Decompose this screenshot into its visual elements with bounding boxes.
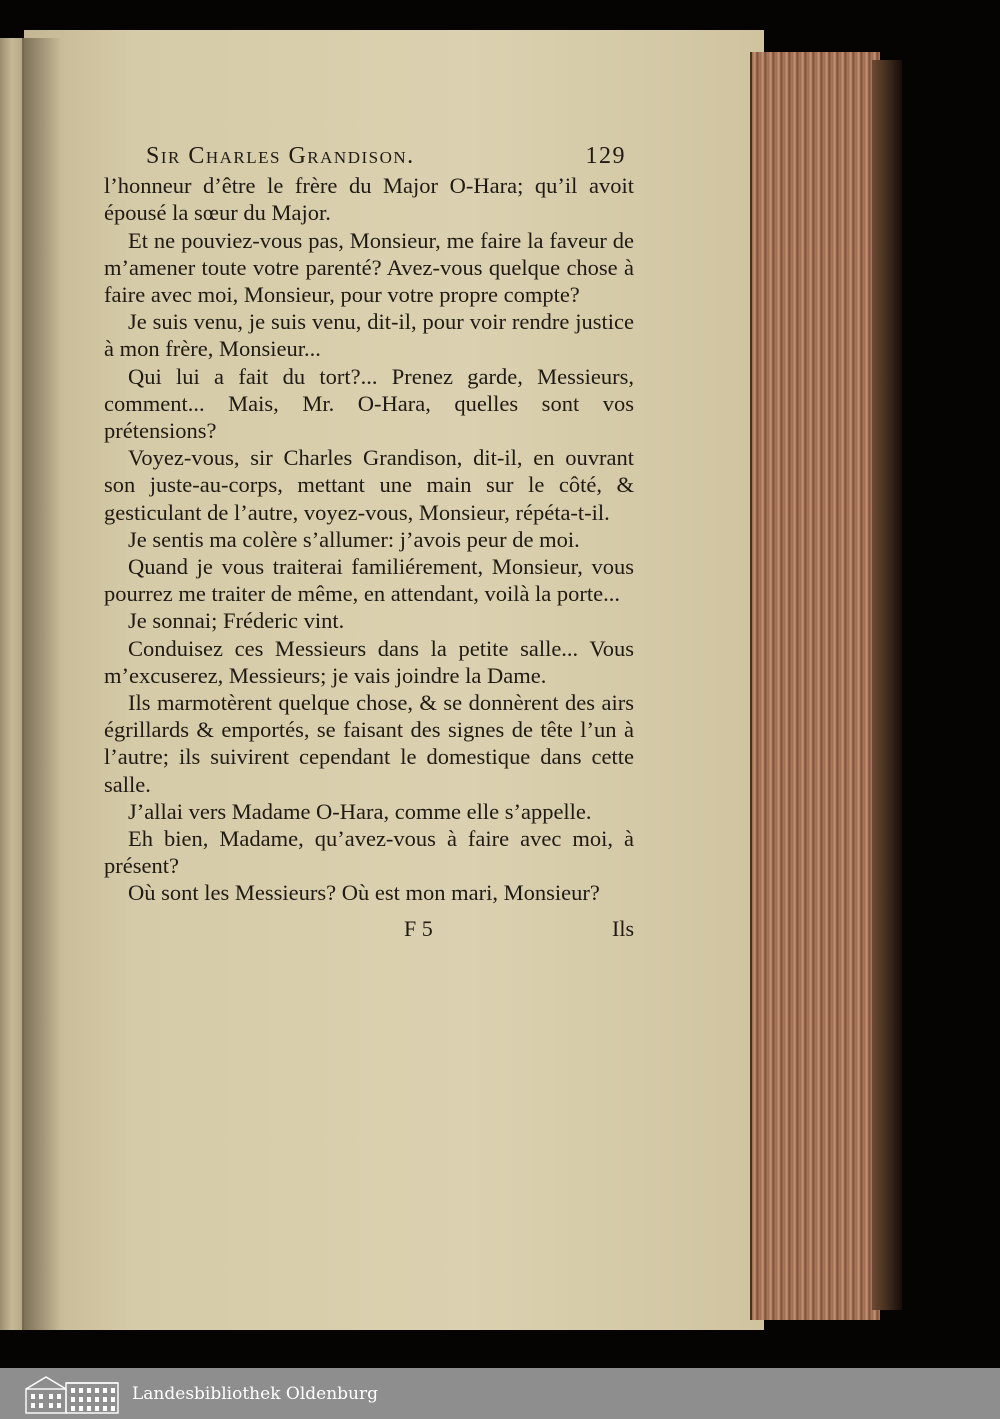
catchword: Ils [612,915,634,941]
paragraph-3: Je suis venu, je suis venu, dit-il, pour voir rendre justice à mon frère, Monsieur... [104,309,634,362]
paragraph-7: Quand je vous traiterai familiérement, Monsieur, vous pourrez me traiter de même, en attendant, voilà la porte... [104,554,634,607]
paragraph-6: Je sentis ma colère s’allumer: j’avois peur de moi. [128,526,580,552]
running-head [104,143,634,170]
paragraph-13: Où sont les Messieurs? Où est mon mari, Monsieur? [128,880,600,906]
paragraph-4: Qui lui a fait du tort?... Prenez garde, Messieurs, comment... Mais, Mr. O-Hara, quelles sont vos prétensions? [104,363,634,444]
page-text-block [104,143,634,942]
library-name: Landesbibliothek Oldenburg [132,1383,379,1404]
paragraph-1: l’honneur d’être le frère du Major O-Hara; qu’il avoit épousé la sœur du Major. [104,173,634,226]
paragraph-12: Eh bien, Madame, qu’avez-vous à faire avec moi, à présent? [104,826,634,879]
paragraph-10: Ils marmotèrent quelque chose, & se donnèrent des airs égrillards & emportés, se faisant des signes de tête l’un à l’autre; ils suivirent cependant le domestique dans cette salle. [104,690,634,797]
paragraph-9: Conduisez ces Messieurs dans la petite salle... Vous m’excuserez, Messieurs; je vais joindre la Dame. [104,635,634,688]
signature-mark: F 5 [404,915,433,941]
page-block-edges [750,52,880,1320]
running-head-title: Sir Charles Grandison. [146,143,415,169]
book-page [24,30,764,1330]
page-number: 129 [585,143,626,169]
paragraph-8: Je sonnai; Fréderic vint. [128,608,345,634]
paragraph-5: Voyez-vous, sir Charles Grandison, dit-il, en ouvrant son juste-au-corps, mettant une main sur le côté, & gesticulant de l’autre, voyez-vous, Monsieur, répéta-t-il. [104,445,634,525]
paragraph-2: Et ne pouviez-vous pas, Monsieur, me faire la faveur de m’amener toute votre parenté? Avez-vous quelque chose à faire avec moi, Monsieur, pour votre propre compte? [104,227,634,308]
page-footer [104,915,634,942]
spine-shadow [22,38,62,1330]
cover-edge [872,60,902,1310]
paragraph-11: J’allai vers Madame O-Hara, comme elle s’appelle. [128,798,592,824]
library-building-logo-icon [24,1373,122,1415]
library-footer-bar [0,1368,1000,1419]
